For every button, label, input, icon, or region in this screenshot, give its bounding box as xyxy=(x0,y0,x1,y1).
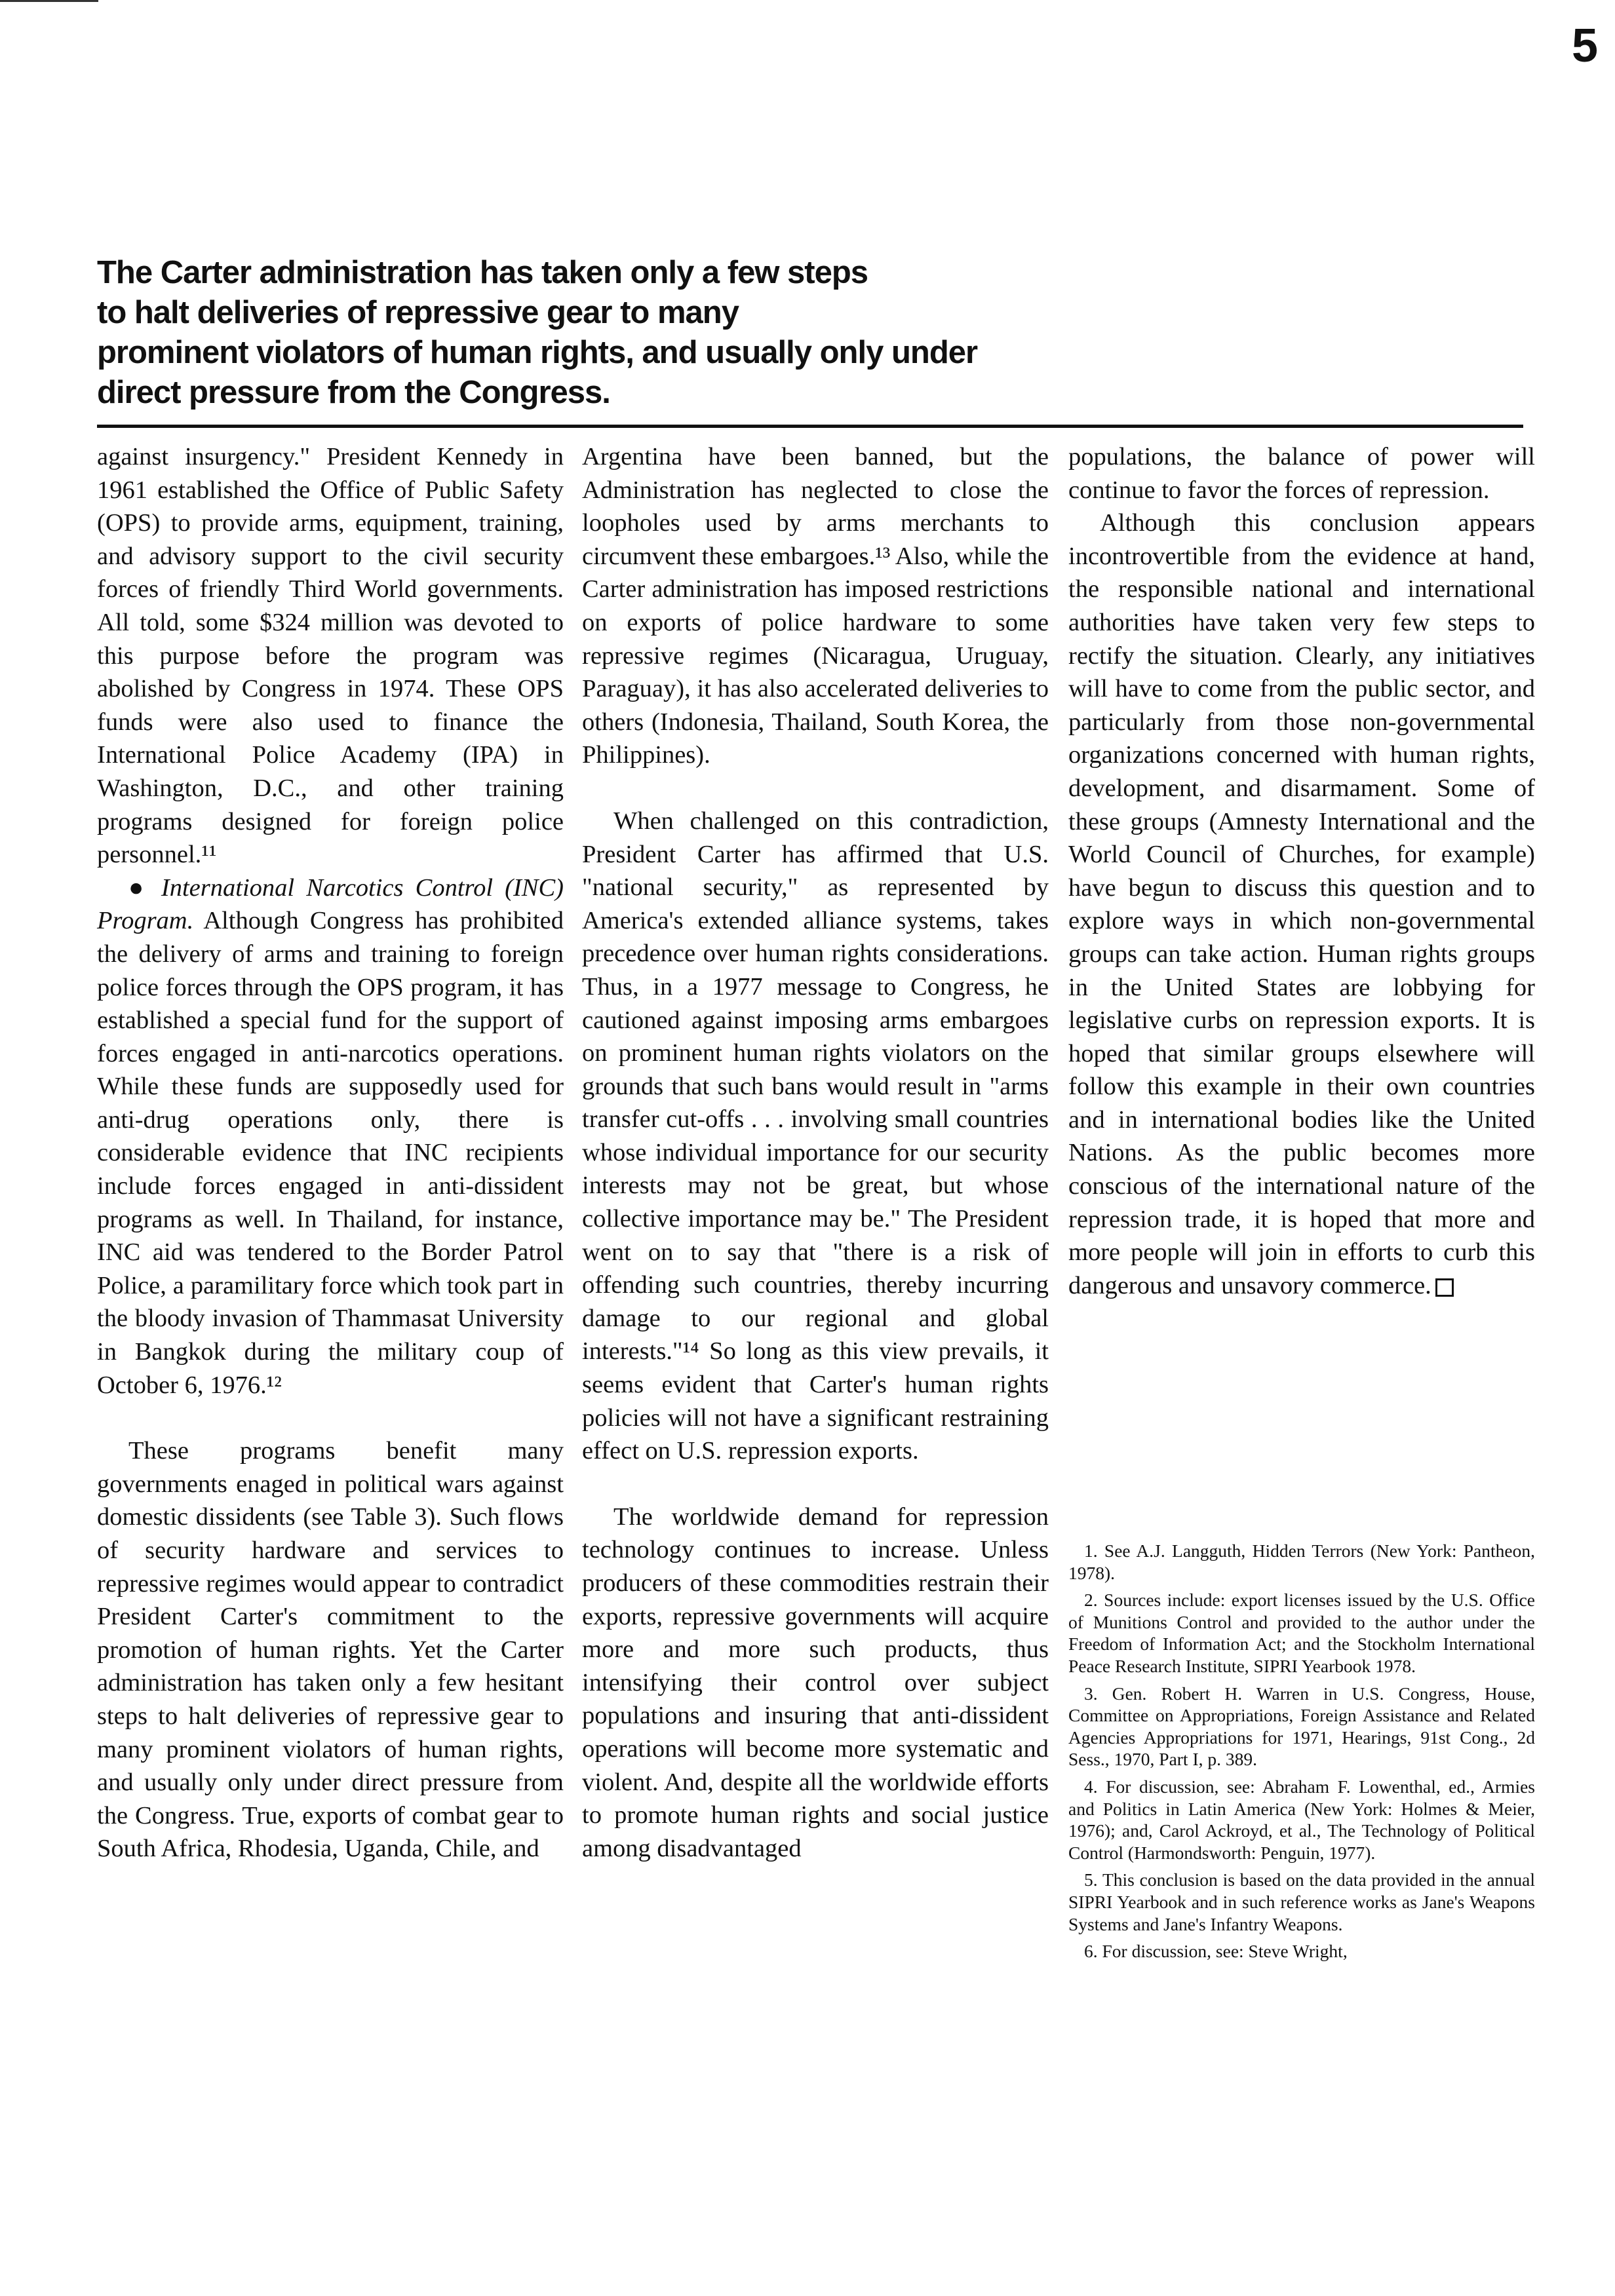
end-mark-icon xyxy=(1435,1278,1454,1297)
page-number: 5 xyxy=(1572,20,1599,72)
pull-quote-line: prominent violators of human rights, and usually only under xyxy=(97,335,978,370)
footnote: 3. Gen. Robert H. Warren in U.S. Congress, House, Committee on Appropriations, Foreign Assistance and Related Agencies Appropriations for 1971, Hearings, 91st Cong., 2d Sess., 1970, Part I, p. 389. xyxy=(1068,1683,1535,1770)
subheading-inc-program: International Narcotics Control (INC) Program. xyxy=(97,873,564,935)
footnotes xyxy=(1068,1540,1535,1968)
pull-quote-line: to halt deliveries of repressive gear to many xyxy=(97,295,739,330)
paragraph: When challenged on this contradiction, President Carter has affirmed that U.S. "national security," as represented by America's extended alliance systems, takes precedence over human rights considerations. Thus, in a 1977 message to Congress, he cautioned against imposing arms embargoes on prominent human rights violators on the grounds that such bans would result in "arms transfer cut-offs . . . involving small countries whose individual importance for our security interests may not be great, but whose collective importance may be." The President went on to say that "there is a risk of offending such countries, thereby incurring damage to our regional and global interests."¹⁴ So long as this view prevails, it seems evident that Carter's human rights policies will not have a significant restraining effect on U.S. repression exports. xyxy=(582,807,1049,1465)
pull-quote xyxy=(97,253,1067,413)
footnote: 4. For discussion, see: Abraham F. Lowenthal, ed., Armies and Politics in Latin America (New York: Holmes & Meier, 1976); and, Carol Ackroyd, et al., The Technology of Political Control (Harmondsworth: Penguin, 1977). xyxy=(1068,1776,1535,1863)
pull-quote-line: The Carter administration has taken only a few steps xyxy=(97,255,868,290)
paragraph: populations, the balance of power will continue to favor the forces of repression. xyxy=(1068,443,1535,504)
paragraph: The worldwide demand for repression technology continues to increase. Unless producers of these commodities restrain their exports, repressive governments will acquire more and more such products, thus intensifying their control over subject populations and insuring that anti-dissident operations will become more systematic and violent. And, despite all the worldwide efforts to promote human rights and social justice among disadvantaged xyxy=(582,1502,1049,1862)
paragraph: These programs benefit many governments enaged in political wars against domestic dissidents (see Table 3). Such flows of security hardware and services to repressive regimes would appear to contradict President Carter's commitment to the promotion of human rights. Yet the Carter administration has taken only a few hesitant steps to halt deliveries of repressive gear to many prominent violators of human rights, and usually only under direct pressure from the Congress. True, exports of combat gear to South Africa, Rhodesia, Uganda, Chile, and xyxy=(97,1437,564,1863)
footnote: 1. See A.J. Langguth, Hidden Terrors (New York: Pantheon, 1978). xyxy=(1068,1540,1535,1583)
paragraph: against insurgency." President Kennedy in 1961 established the Office of Public Safety (OPS) to provide arms, equipment, training, and advisory support to the civil security forces of friendly Third World governments. All told, some $324 million was devoted to this purpose before the program was abolished by Congress in 1974. These OPS funds were also used to finance the International Police Academy (IPA) in Washington, D.C., and other training programs designed for foreign police personnel.¹¹ xyxy=(97,443,564,869)
text-column-2 xyxy=(582,440,1049,1865)
pull-quote-line: direct pressure from the Congress. xyxy=(97,375,610,410)
paragraph: Argentina have been banned, but the Administration has neglected to close the loopholes used by arms merchants to circumvent these embargoes.¹³ Also, while the Carter administration has imposed restrictions on exports of police hardware to some repressive regimes (Nicaragua, Uruguay, Paraguay), it has also accelerated deliveries to others (Indonesia, Thailand, South Korea, the Philippines). xyxy=(582,443,1049,769)
footnote: 2. Sources include: export licenses issued by the U.S. Office of Munitions Control and provided to the author under the Freedom of Information Act; and the Stockholm International Peace Research Institute, SIPRI Yearbook 1978. xyxy=(1068,1590,1535,1676)
top-edge-rule xyxy=(0,0,98,2)
text-column-3 xyxy=(1068,440,1535,1302)
footnote: 5. This conclusion is based on the data provided in the annual SIPRI Yearbook and in such reference works as Jane's Weapons Systems and Jane's Infantry Weapons. xyxy=(1068,1869,1535,1934)
paragraph-body: Although this conclusion appears incontrovertible from the evidence at hand, the responsible national and international authorities have taken very few steps to rectify the situation. Clearly, any initiatives will have to come from the public sector, and particularly from those non-governmental organizations concerned with human rights, development, and disarmament. Some of these groups (Amnesty International and the World Council of Churches, for example) have begun to discuss this question and to explore ways in which non-governmental groups can take action. Human rights groups in the United States are lobbying for legislative curbs on repression exports. It is hoped that similar groups elsewhere will follow this example in their own countries and in international bodies like the United Nations. As the public becomes more conscious of the international nature of the repression trade, it is hoped that more and more people will join in efforts to curb this dangerous and unsavory commerce. xyxy=(1068,509,1535,1299)
paragraph-inc-program: ● International Narcotics Control (INC) Program. Although Congress has prohibited the delivery of arms and training to foreign police forces through the OPS program, it has established a special fund for the support of forces engaged in anti-narcotics operations. While these funds are supposedly used for anti-drug operations only, there is considerable evidence that INC recipients include forces engaged in anti-dissident programs as well. In Thailand, for instance, INC aid was tendered to the Border Patrol Police, a paramilitary force which took part in the bloody invasion of Thammasat University in Bangkok during the military coup of October 6, 1976.¹² xyxy=(97,873,564,1399)
paragraph-conclusion xyxy=(1068,507,1535,1302)
footnote: 6. For discussion, see: Steve Wright, xyxy=(1084,1941,1348,1962)
text-column-1 xyxy=(97,440,564,1866)
paragraph-body: Although Congress has prohibited the delivery of arms and training to foreign police forces through the OPS program, it has established a special fund for the support of forces engaged in anti-narcotics operations. While these funds are supposedly used for anti-drug operations only, there is considerable evidence that INC recipients include forces engaged in anti-dissident programs as well. In Thailand, for instance, INC aid was tendered to the Border Patrol Police, a paramilitary force which took part in the bloody invasion of Thammasat University in Bangkok during the military coup of October 6, 1976.¹² xyxy=(97,907,564,1399)
section-divider xyxy=(97,425,1523,428)
